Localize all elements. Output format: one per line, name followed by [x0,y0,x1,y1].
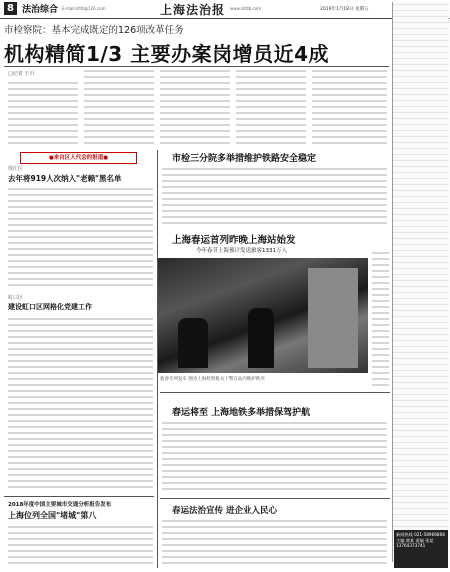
story-text-legal-promo [162,520,387,568]
story-text-xuhui [8,185,153,290]
story-text-railway [162,166,387,228]
photo-figure [248,308,274,368]
story-tag-xuhui: 徐汇区 [8,166,24,172]
headline-rule [4,66,389,67]
story-tag-hongkou: 虹口区 [8,295,24,301]
story-headline-hongkou: 建设虹口区网格化党建工作 [8,303,92,311]
lead-text-col3 [160,70,230,148]
story-headline-railway: 市检三分院多举措维护铁路安全稳定 [172,154,317,164]
reporter-line: □记者 王川 [8,71,35,77]
news-photo-train-station [158,258,368,373]
story-headline-congestion: 上海位列全国"堵城"第八 [8,511,97,520]
story-headline-legal-promo: 春运法治宣传 进企业入民心 [172,506,277,516]
photo-caption: 新春专列发车 图为上海检察机关干警在站内维护秩序 [160,377,265,382]
story-headline-traffic-report: 2018年度中国主要城市交通分析报告发布 [8,502,112,508]
story-headline-xuhui: 去年将919人次纳入"老赖"黑名单 [8,174,122,183]
lead-text-col4 [236,70,306,148]
main-subtitle: 市检察院：基本完成既定的126项改革任务 [4,25,184,36]
page-number-logo: 8 [4,2,17,15]
story-headline-spring-rush: 上海春运首列昨晚上海站始发 [172,235,296,246]
page-header [0,0,450,19]
photo-figure [178,318,208,368]
story-text-spring-rush-side [372,250,389,390]
story-subheadline-spring-rush: 今年春节上海预计发送旅客1331万人 [196,248,287,254]
section-email: E-mail:shfz@126.com [62,6,106,11]
photo-train [308,268,358,368]
main-headline: 机构精简1/3 主要办案岗增员近4成 [4,42,330,66]
lead-text-col1 [8,78,78,148]
center-bottom-rule [160,498,390,499]
lead-text-col5 [312,70,387,148]
left-bottom-rule [4,496,154,497]
story-text-congestion [8,524,153,568]
story-text-metro [162,422,387,494]
issue-date: 2019年1月18日 星期五 [320,7,369,12]
newspaper-brand: 上海法治报 [160,3,226,17]
story-headline-metro: 春运将至 上海地铁多举措保驾护航 [172,408,311,418]
right-sidebar-column [392,2,449,562]
district-report-box-head: ●来自区人代会的报道● [20,152,137,164]
contact-box-text: 新闻热线 021-58966868 主编 唐某 责编 张某 13764373741 [396,532,445,548]
brand-url: www.shfzb.com [230,6,262,11]
center-rule [160,392,390,393]
lead-text-col2 [84,70,154,148]
section-name: 法治综合 [22,5,59,15]
story-text-hongkou [8,314,153,492]
